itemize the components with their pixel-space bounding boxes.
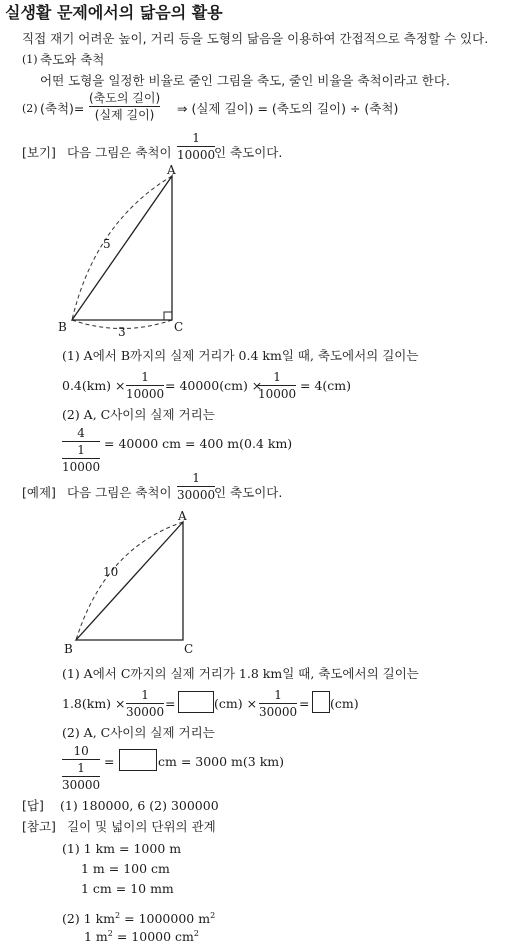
note-line-3: 1 cm = 10 mm [81,881,174,896]
vertex-a-label: A [178,509,187,523]
numerator: 4 [77,426,85,440]
example1-question2: (2) A, C사이의 실제 거리는 [62,407,215,422]
example2-triangle-figure [60,508,210,658]
example1-calc1-b: = 40000(cm) × [165,378,263,393]
inner-fraction-bar [62,458,100,459]
example1-calc1-a: 0.4(km) × [62,378,126,393]
example2-question1: (1) A에서 C까지의 실제 거리가 1.8 km일 때, 축도에서의 길이는 [62,666,419,681]
vertex-a-label: A [167,163,176,177]
exponent: 2 [107,929,113,938]
example1-calc1-fraction2 [258,370,296,401]
numerator: 1 [141,370,149,384]
denominator: 30000 [177,488,216,502]
area-m-part: 1 m [84,929,108,945]
example2-calc1-b: = [165,696,176,711]
item2-rest: ⇒ (실제 길이) = (축도의 길이) ÷ (축척) [177,101,399,116]
exponent: 2 [115,911,121,920]
example2-tail: 인 축도이다. [214,485,283,500]
numerator: 1 [274,688,282,702]
example2-scale-fraction [177,471,215,502]
numerator: 1 [141,688,149,702]
answer-blank-3 [119,749,157,771]
vertex-c-label: C [184,642,194,656]
vertex-b-label: B [58,320,67,334]
exponent: 2 [210,911,216,920]
denominator: 10000 [126,387,165,401]
denominator: 30000 [259,705,298,719]
example2-calc2-rest: cm = 3000 m(3 km) [158,754,285,769]
example1-triangle-figure [55,162,195,340]
example2-calc1-d: = [299,696,310,711]
note-line-4 [62,908,215,927]
note-line-2: 1 m = 100 cm [81,861,170,876]
example2-calc2-eq: = [104,754,115,769]
inner-denominator: 30000 [62,778,101,792]
example1-tag: [보기] [22,145,56,160]
page-title: 실생활 문제에서의 닮음의 활용 [5,3,223,22]
item2-lhs: (축척)= [40,101,85,116]
example1-calc2-rest: = 40000 cm = 400 m(0.4 km) [104,436,293,451]
example2-calc1-e: (cm) [330,696,359,711]
inner-fraction-bar [62,776,100,777]
fraction-bar [62,441,100,442]
numerator: 1 [192,471,200,485]
example1-lead: 다음 그림은 축척이 [67,145,172,160]
example2-tag: [예제] [22,485,56,500]
note-line-1: (1) 1 km = 1000 m [62,841,182,856]
answer-blank-1 [178,691,214,713]
vertex-c-label: C [174,320,184,334]
example2-lead: 다음 그림은 축척이 [67,485,172,500]
inner-numerator: 1 [77,761,85,775]
fraction-bar [126,385,164,386]
side-ab-label: 5 [103,237,111,251]
fraction-bar [177,486,215,487]
area-km-part: (2) 1 km [62,911,116,927]
numerator: 1 [273,370,281,384]
item1-description: 어떤 도형을 일정한 비율로 줄인 그림을 축도, 줄인 비율을 축척이라고 한다. [40,73,450,88]
answer-text: (1) 180000, 6 (2) 300000 [60,798,219,813]
example1-question1: (1) A에서 B까지의 실제 거리가 0.4 km일 때, 축도에서의 길이는 [62,348,419,363]
example2-calc1-a: 1.8(km) × [62,696,126,711]
item1-number: (1) [22,53,38,66]
denominator: 10000 [177,148,216,162]
side-ab-label: 10 [103,565,119,579]
example2-calc1-fraction1 [126,688,164,719]
fraction-bar [258,385,296,386]
note-line-5 [84,926,199,945]
note-tag: [참고] [22,819,56,834]
fraction-bar [259,703,297,704]
item1-heading: 축도와 축척 [40,52,105,67]
example1-tail: 인 축도이다. [214,145,283,160]
intro-text: 직접 재기 어려운 높이, 거리 등을 도형의 닮음을 이용하여 간접적으로 측정할 수 있다. [22,31,489,46]
numerator: 10 [73,744,89,758]
example1-calc1-fraction1 [126,370,164,401]
example2-question2: (2) A, C사이의 실제 거리는 [62,725,215,740]
scale-formula-fraction [89,91,160,122]
example2-calc1-c: (cm) × [214,696,258,711]
side-bc-label: 3 [118,325,126,339]
inner-denominator: 10000 [62,460,101,474]
note-heading: 길이 및 넓이의 단위의 관계 [67,819,216,834]
fraction-bar [89,106,160,107]
inner-numerator: 1 [77,443,85,457]
example1-calc2-complex-fraction [62,426,100,474]
example1-scale-fraction [177,131,215,162]
fraction-bar [126,703,164,704]
numerator: 1 [192,131,200,145]
scale-formula-numerator: (축도의 길이) [89,91,161,105]
scale-formula-denominator: (실제 길이) [94,108,155,122]
example1-calc1-c: = 4(cm) [300,378,352,393]
triangle-abc [76,522,183,640]
right-angle-mark [164,312,172,320]
fraction-bar [177,146,215,147]
exponent: 2 [193,929,199,938]
answer-tag: [답] [22,798,44,813]
answer-blank-2 [312,691,330,713]
fraction-bar [62,759,100,760]
area-m-part: = 1000000 m [124,911,211,927]
denominator: 30000 [126,705,165,719]
vertex-b-label: B [64,642,73,656]
area-cm-part: = 10000 cm [116,929,194,945]
denominator: 10000 [258,387,297,401]
triangle-abc [72,176,172,320]
item2-number: (2) [22,102,38,115]
example2-calc1-fraction2 [259,688,297,719]
example2-calc2-complex-fraction [62,744,100,792]
